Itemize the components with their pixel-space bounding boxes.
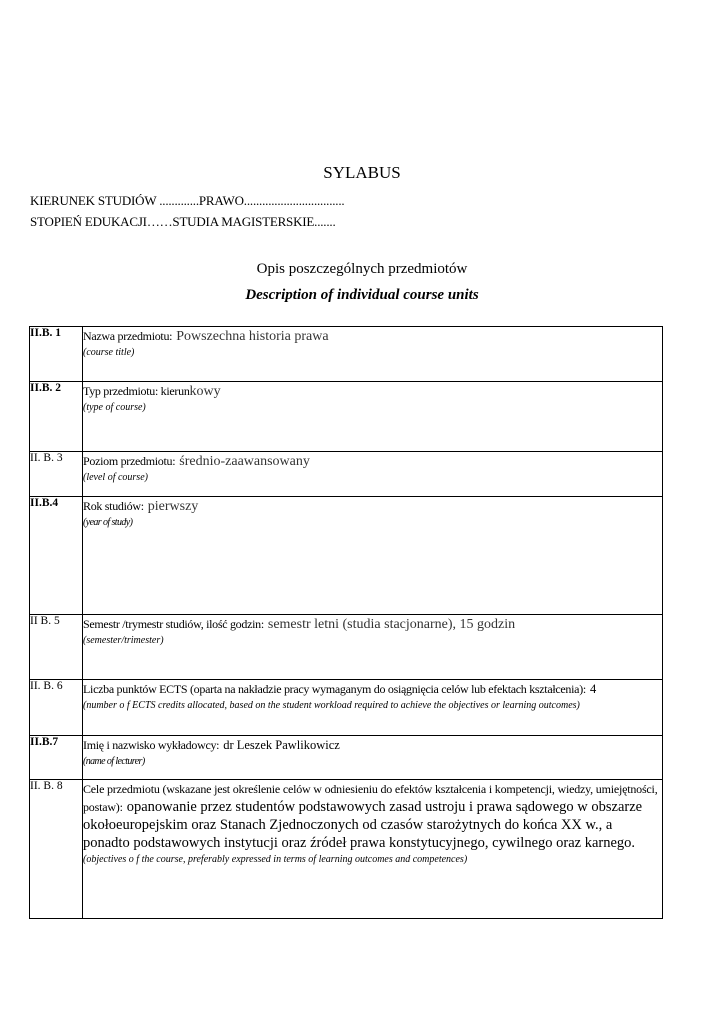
- row-label: Liczba punktów ECTS (oparta na nakładzie pracy wymaganym do osiągnięcia celów lub efektach kształcenia):: [83, 682, 586, 696]
- row-english-label: (objectives o f the course, preferably expressed in terms of learning outcomes and competences): [83, 854, 468, 865]
- field-of-study-line: KIERUNEK STUDIÓW .............PRAWO.................................: [30, 193, 345, 208]
- row-code: II.B.7: [30, 736, 83, 780]
- row-content: [83, 382, 663, 452]
- subtitle-polish: Opis poszczególnych przedmiotów: [256, 261, 468, 277]
- row-code: II. B. 8: [30, 780, 83, 919]
- row-code: II.B. 2: [30, 382, 83, 452]
- table-row: [30, 615, 663, 680]
- row-content: [83, 680, 663, 736]
- row-label: Semestr /trymestr studiów, ilość godzin:: [83, 617, 264, 631]
- table-row: [30, 382, 663, 452]
- row-english-label: (course title): [83, 347, 135, 358]
- row-value: pierwszy: [147, 499, 199, 514]
- row-code: II.B. 1: [30, 327, 83, 382]
- row-code: II B. 5: [30, 615, 83, 680]
- row-label: Cele przedmiotu (wskazane jest określenie celów w odniesieniu do efektów kształcenia i kompetencji, wiedzy, umiejętności, postaw):: [83, 782, 658, 814]
- table-row: [30, 327, 663, 382]
- table-row: [30, 452, 663, 497]
- row-label: Typ przedmiotu: kierun: [83, 384, 190, 398]
- table-row: [30, 497, 663, 615]
- row-value: kowy: [189, 384, 221, 399]
- row-english-label: (name of lecturer): [83, 756, 145, 767]
- row-content: [83, 615, 663, 680]
- objectives-text: [83, 780, 662, 852]
- document-title: SYLABUS: [323, 163, 401, 182]
- row-content: [83, 327, 663, 382]
- row-english-label: (year of study): [83, 517, 133, 528]
- row-english-label: (semester/trimester): [83, 635, 164, 646]
- row-value: Powszechna historia prawa: [176, 329, 329, 344]
- row-code: II. B. 6: [30, 680, 83, 736]
- subtitle-english: Description of individual course units: [245, 287, 479, 303]
- row-value: opanowanie przez studentów podstawowych zasad ustroju i prawa sądowego w obszarze okołoeuropejskim oraz Stanach Zjednoczonych od czasów starożytnych do końca XX w., a ponadto podstawowych instytucji oraz źródeł prawa konstytucyjnego, cywilnego oraz karnego.: [83, 799, 643, 851]
- row-code: II.B.4: [30, 497, 83, 615]
- row-label: Nazwa przedmiotu:: [83, 329, 173, 343]
- table-row: [30, 736, 663, 780]
- row-english-label: (number o f ECTS credits allocated, based on the student workload required to achieve the objectives or learning outcomes): [83, 700, 580, 711]
- row-content: [83, 497, 663, 615]
- row-content: [83, 736, 663, 780]
- row-english-label: (type of course): [83, 402, 146, 413]
- row-content: [83, 780, 663, 919]
- row-value: średnio-zaawansowany: [179, 454, 310, 469]
- row-label: Rok studiów:: [83, 499, 144, 513]
- row-label: Imię i nazwisko wykładowcy:: [83, 738, 220, 752]
- degree-line: STOPIEŃ EDUKACJI……STUDIA MAGISTERSKIE.......: [30, 214, 336, 229]
- row-value: 4: [589, 682, 597, 696]
- course-description-table: [29, 326, 663, 919]
- row-value: dr Leszek Pawlikowicz: [223, 738, 340, 752]
- table-row: [30, 780, 663, 919]
- row-content: [83, 452, 663, 497]
- row-english-label: (level of course): [83, 472, 148, 483]
- row-value: semestr letni (studia stacjonarne), 15 godzin: [267, 617, 516, 632]
- row-code: II. B. 3: [30, 452, 83, 497]
- row-label: Poziom przedmiotu:: [83, 454, 176, 468]
- table-row: [30, 680, 663, 736]
